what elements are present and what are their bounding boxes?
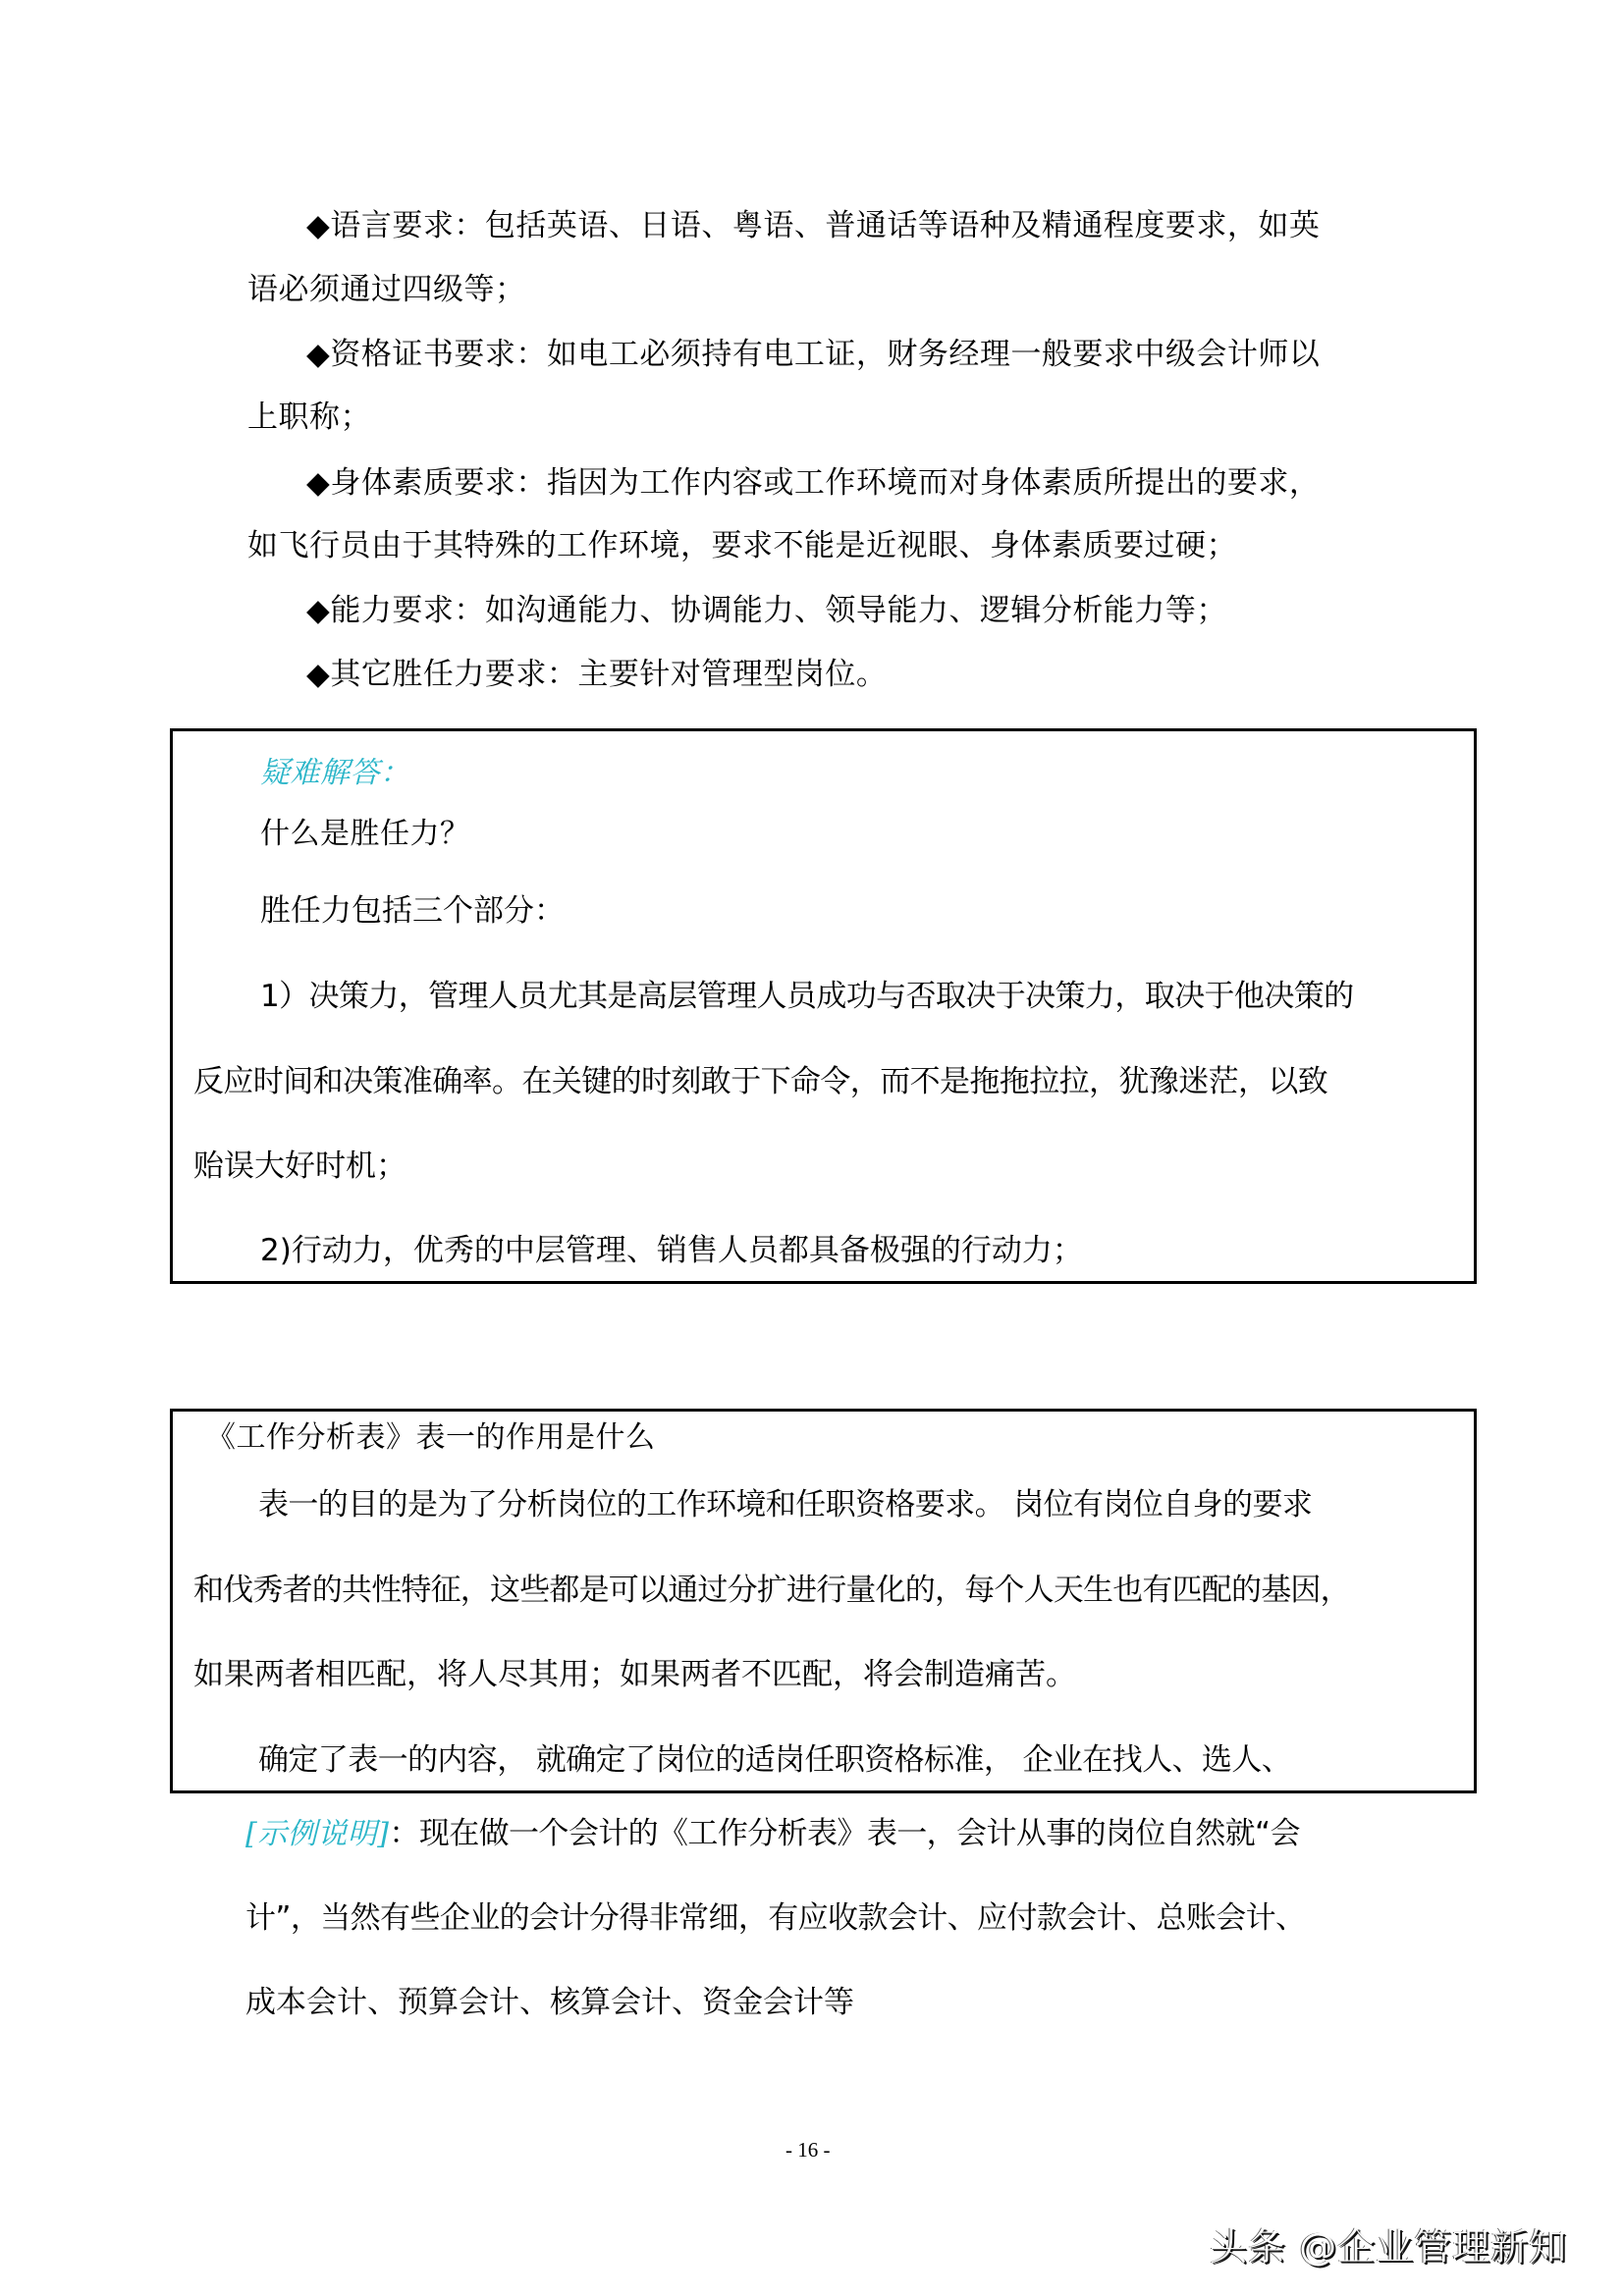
requirement-item-certificate (306, 337, 1321, 372)
faq-paragraph-line: 1）决策力，管理人员尤其是高层管理人员成功与否取决于决策力，取决于他决策的 (260, 979, 1354, 1014)
analysis-paragraph-line: 表一的目的是为了分析岗位的工作环境和任职资格要求。 岗位有岗位自身的要求 (258, 1487, 1313, 1522)
requirement-item-physical (306, 465, 1321, 501)
requirement-item-other (306, 657, 888, 692)
requirement-text: 语言要求：包括英语、日语、粤语、普通话等语种及精通程度要求，如英 (330, 208, 1321, 243)
diamond-bullet-icon: ◆ (306, 657, 331, 692)
example-line (245, 1816, 1300, 1851)
requirement-text: 身体素质要求：指因为工作内容或工作环境而对身体素质所提出的要求， (330, 465, 1321, 501)
example-text: ：现在做一个会计的《工作分析表》表一，会计从事的岗位自然就“会 (389, 1816, 1300, 1851)
faq-paragraph-line: 反应时间和决策准确率。在关键的时刻敢于下命令，而不是拖拖拉拉，犹豫迷茫，以致 (193, 1064, 1328, 1099)
analysis-box-title: 《工作分析表》表一的作用是什么 (206, 1420, 656, 1455)
requirement-item-ability (306, 593, 1227, 628)
page-number: - 16 - (785, 2138, 831, 2162)
diamond-bullet-icon: ◆ (306, 337, 331, 372)
analysis-paragraph-line: 和伐秀者的共性特征，这些都是可以通过分扩进行量化的，每个人天生也有匹配的基因， (193, 1573, 1350, 1608)
faq-intro: 胜任力包括三个部分： (260, 893, 565, 929)
requirement-text: 其它胜任力要求：主要针对管理型岗位。 (330, 657, 888, 692)
requirement-text: 资格证书要求：如电工必须持有电工证，财务经理一般要求中级会计师以 (330, 337, 1321, 372)
faq-heading: 疑难解答： (260, 756, 410, 790)
watermark: 头条 @企业管理新知 (1210, 2225, 1568, 2269)
diamond-bullet-icon: ◆ (306, 593, 331, 628)
requirement-continuation: 如飞行员由于其特殊的工作环境，要求不能是近视眼、身体素质要过硬； (247, 528, 1237, 563)
requirement-item-language (306, 208, 1321, 243)
diamond-bullet-icon: ◆ (306, 465, 331, 501)
example-line: 计”，当然有些企业的会计分得非常细，有应收款会计、应付款会计、总账会计、 (245, 1900, 1306, 1936)
requirement-continuation: 上职称； (247, 400, 371, 435)
analysis-paragraph-line: 确定了表一的内容， 就确定了岗位的适岗任职资格标准， 企业在找人、选人、 (258, 1742, 1292, 1778)
requirement-text: 能力要求：如沟通能力、协调能力、领导能力、逻辑分析能力等； (330, 593, 1227, 628)
requirement-continuation: 语必须通过四级等； (247, 272, 526, 307)
example-line: 成本会计、预算会计、核算会计、资金会计等 (245, 1985, 854, 2020)
diamond-bullet-icon: ◆ (306, 208, 331, 243)
faq-question: 什么是胜任力？ (260, 817, 470, 851)
example-label: [示例说明] (245, 1817, 390, 1851)
faq-paragraph-line: 2)行动力，优秀的中层管理、销售人员都具备极强的行动力； (260, 1233, 1083, 1268)
analysis-paragraph-line: 如果两者相匹配，将人尽其用；如果两者不匹配，将会制造痛苦。 (193, 1657, 1076, 1692)
faq-paragraph-line: 贻误大好时机； (193, 1148, 406, 1184)
